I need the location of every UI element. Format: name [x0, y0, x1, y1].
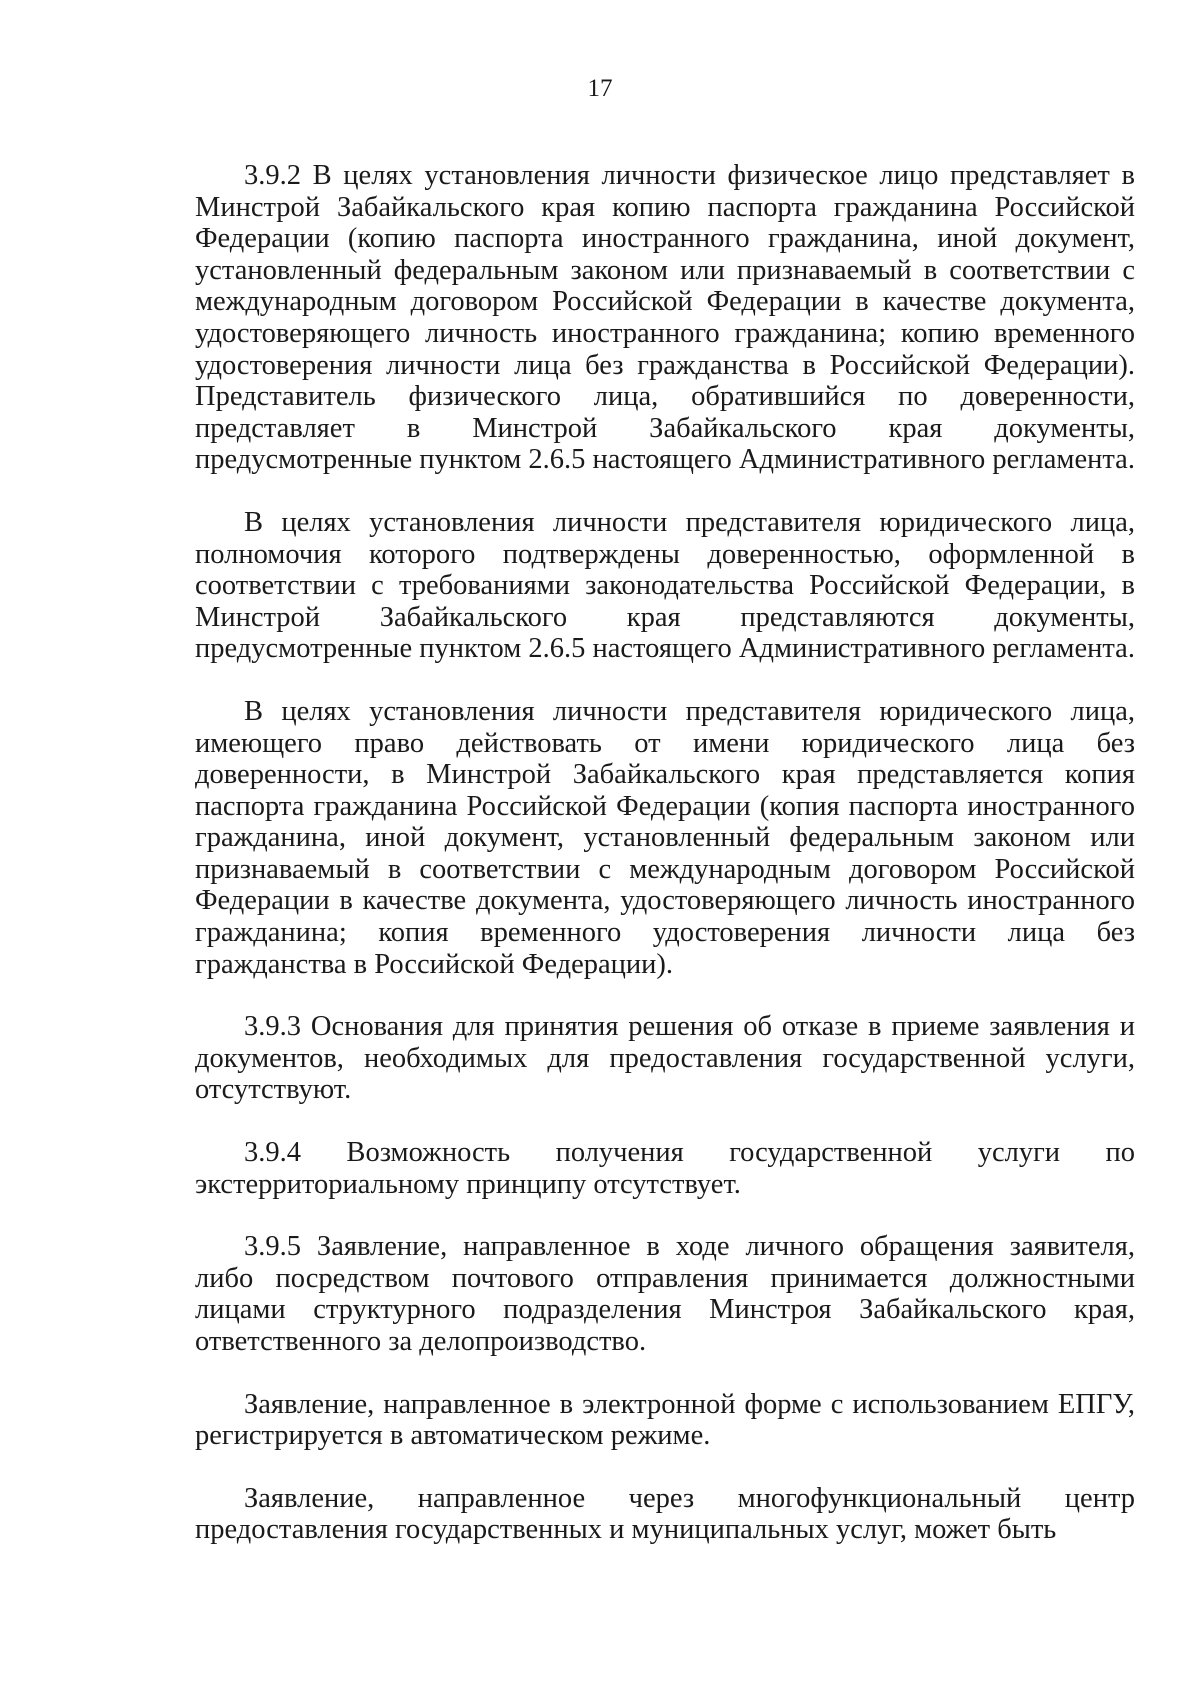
paragraph-legal-representative-without-proxy: В целях установления личности представителя юридического лица, имеющего право действовать от имени юридического лица без доверенности, в Минстрой Забайкальского края представляется копия паспорта гражданина Российской Федерации (копия паспорта иностранного гражданина, иной документ, установленный федеральным законом или признаваемый в соответствии с международным договором Российской Федерации в качестве документа, удостоверяющего личность иностранного гражданина; копия временного удостоверения личности лица без гражданства в Российской Федерации). [195, 695, 1135, 980]
paragraph-mfc-application: Заявление, направленное через многофункциональный центр предоставления государственных и муниципальных услуг, может быть [195, 1482, 1135, 1546]
paragraph-epgu-registration: Заявление, направленное в электронной форме с использованием ЕПГУ, регистрируется в автоматическом режиме. [195, 1388, 1135, 1452]
paragraph-3-9-2: 3.9.2 В целях установления личности физическое лицо представляет в Минстрой Забайкальского края копию паспорта гражданина Российской Федерации (копию паспорта иностранного гражданина, иной документ, установленный федеральным законом или признаваемый в соответствии с международным договором Российской Федерации в качестве документа, удостоверяющего личность иностранного гражданина; копию временного удостоверения личности лица без гражданства в Российской Федерации). Представитель физического лица, обратившийся по доверенности, представляет в Минстрой Забайкальского края документы, предусмотренные пунктом 2.6.5 настоящего Административного регламента. [195, 160, 1135, 476]
page-number: 17 [587, 75, 613, 102]
document-body [195, 160, 1135, 1546]
paragraph-3-9-3: 3.9.3 Основания для принятия решения об отказе в приеме заявления и документов, необходимых для предоставления государственной услуги, отсутствуют. [195, 1011, 1135, 1106]
paragraph-3-9-5: 3.9.5 Заявление, направленное в ходе личного обращения заявителя, либо посредством почтового отправления принимается должностными лицами структурного подразделения Минстроя Забайкальского края, ответственного за делопроизводство. [195, 1231, 1135, 1357]
paragraph-3-9-4: 3.9.4 Возможность получения государственной услуги по экстерриториальному принципу отсутствует. [195, 1137, 1135, 1200]
paragraph-legal-representative-by-proxy: В целях установления личности представителя юридического лица, полномочия которого подтверждены доверенностью, оформленной в соответствии с требованиями законодательства Российской Федерации, в Минстрой Забайкальского края представляются документы, предусмотренные пунктом 2.6.5 настоящего Административного регламента. [195, 506, 1135, 665]
